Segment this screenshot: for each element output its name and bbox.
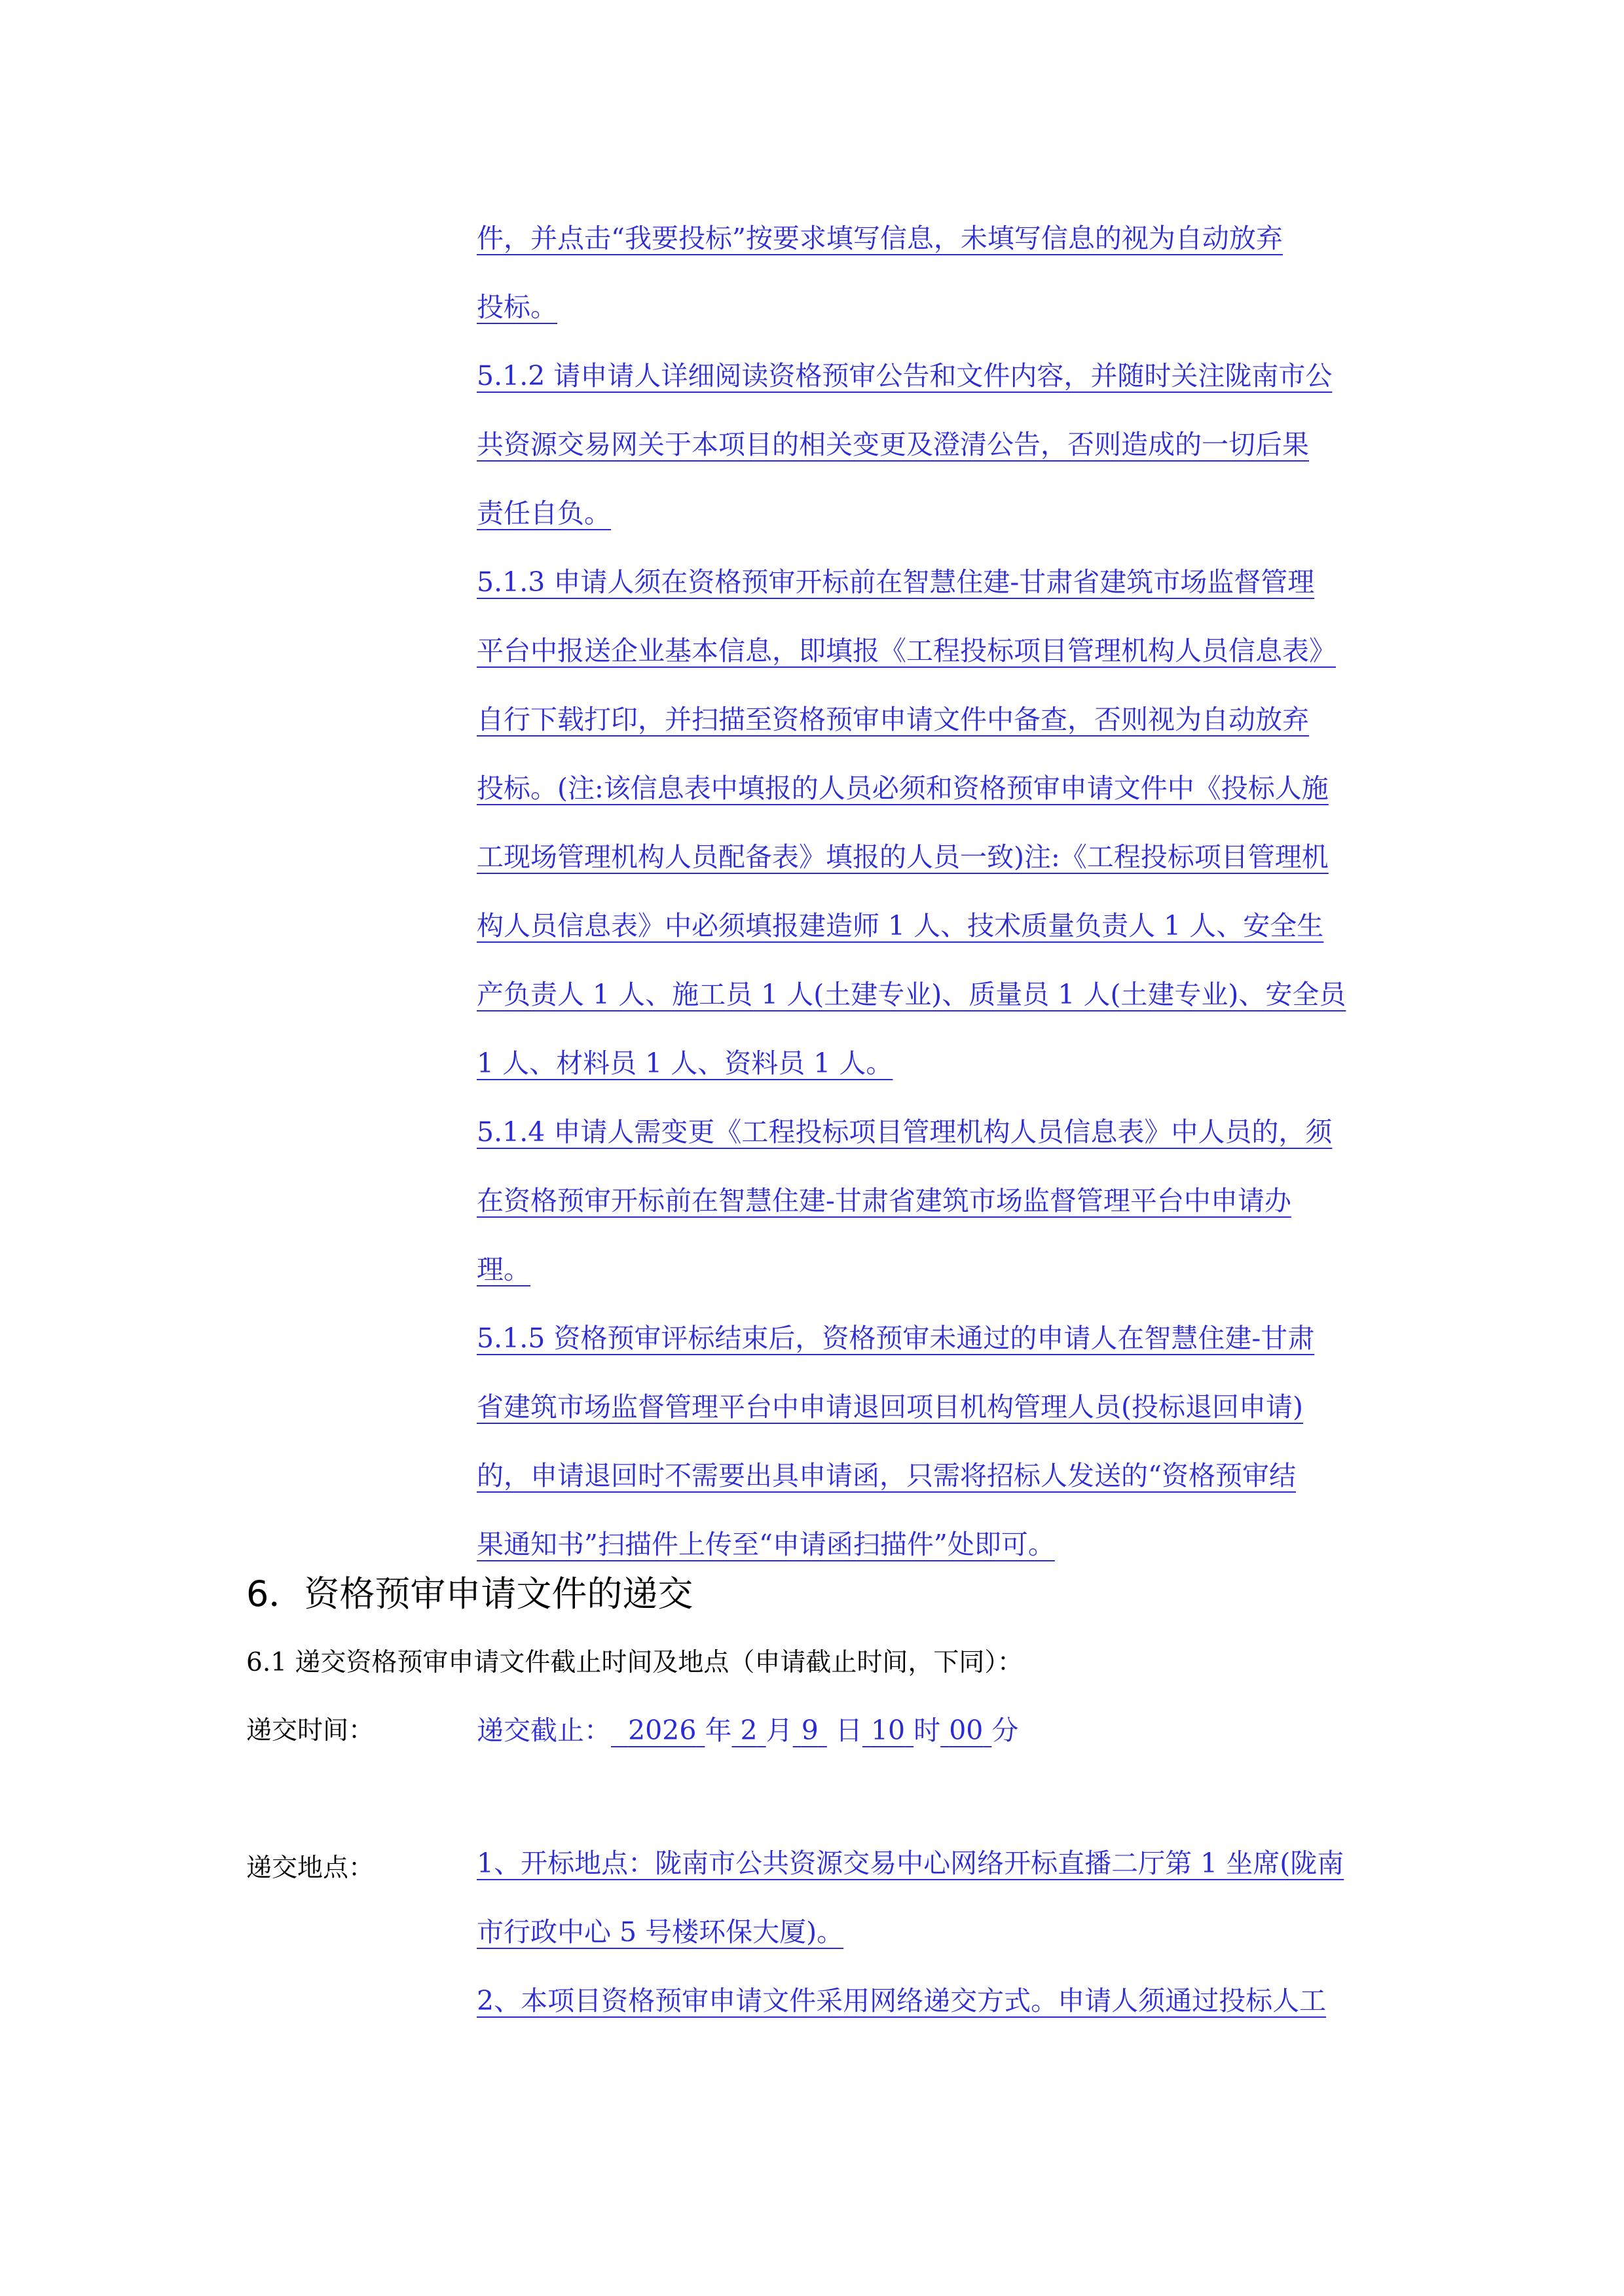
text-line: 的，申请退回时不需要出具申请函，只需将招标人发送的“资格预审结 xyxy=(477,1460,1296,1491)
submit-time-label: 递交时间： xyxy=(246,1716,375,1745)
text-line: 2、本项目资格预审申请文件采用网络递交方式。申请人须通过投标人工 xyxy=(477,1985,1327,2016)
text-line: 果通知书”扫描件上传至“申请函扫描件”处即可。 xyxy=(477,1529,1055,1560)
text-line: 1、开标地点：陇南市公共资源交易中心网络开标直播二厅第 1 坐席(陇南 xyxy=(477,1848,1344,1879)
text-line: 责任自负。 xyxy=(477,498,611,529)
text-line: 自行下载打印，并扫描至资格预审申请文件中备查，否则视为自动放弃 xyxy=(477,704,1309,735)
text-line: 理。 xyxy=(477,1254,530,1285)
text-line: 省建筑市场监督管理平台中申请退回项目机构管理人员(投标退回申请) xyxy=(477,1391,1303,1423)
section-6-heading: 6．资格预审申请文件的递交 xyxy=(246,1573,693,1614)
year-unit: 年 xyxy=(705,1715,732,1746)
submit-place-block xyxy=(477,1829,1387,2035)
text-line: 5.1.2 请申请人详细阅读资格预审公告和文件内容，并随时关注陇南市公 xyxy=(477,360,1333,392)
clause-6-1: 6.1 递交资格预审申请文件截止时间及地点（申请截止时间，下同）： xyxy=(246,1648,1023,1677)
month-unit: 月 xyxy=(766,1715,793,1746)
text-line: 投标。 xyxy=(477,291,557,323)
month-value: 2 xyxy=(740,1715,758,1746)
minute-value: 00 xyxy=(949,1715,984,1746)
text-line: 在资格预审开标前在智慧住建-甘肃省建筑市场监督管理平台中申请办 xyxy=(477,1185,1291,1216)
text-line: 5.1.5 资格预审评标结束后，资格预审未通过的申请人在智慧住建-甘肃 xyxy=(477,1322,1315,1354)
year-value: 2026 xyxy=(628,1715,697,1746)
clause-block-5-1 xyxy=(477,204,1387,1579)
day-value: 9 xyxy=(801,1715,819,1746)
submit-place-label: 递交地点： xyxy=(246,1853,375,1883)
text-line: 件，并点击“我要投标”按要求填写信息，未填写信息的视为自动放弃 xyxy=(477,223,1283,254)
text-line: 产负责人 1 人、施工员 1 人(土建专业)、质量员 1 人(土建专业)、安全员 xyxy=(477,979,1346,1010)
text-line: 平台中报送企业基本信息，即填报《工程投标项目管理机构人员信息表》 xyxy=(477,635,1336,666)
hour-unit: 时 xyxy=(913,1715,941,1746)
text-line: 共资源交易网关于本项目的相关变更及澄清公告，否则造成的一切后果 xyxy=(477,429,1309,460)
submit-time-value xyxy=(477,1709,1018,1747)
text-line: 1 人、材料员 1 人、资料员 1 人。 xyxy=(477,1048,893,1079)
text-line: 工现场管理机构人员配备表》填报的人员一致)注:《工程投标项目管理机 xyxy=(477,841,1329,873)
submit-time-prefix: 递交截止： xyxy=(477,1715,611,1746)
minute-unit: 分 xyxy=(991,1715,1019,1746)
day-unit: 日 xyxy=(835,1715,862,1746)
text-line: 构人员信息表》中必须填报建造师 1 人、技术质量负责人 1 人、安全生 xyxy=(477,910,1324,941)
text-line: 5.1.4 申请人需变更《工程投标项目管理机构人员信息表》中人员的，须 xyxy=(477,1116,1333,1148)
text-line: 投标。(注:该信息表中填报的人员必须和资格预审申请文件中《投标人施 xyxy=(477,773,1329,804)
text-line: 5.1.3 申请人须在资格预审开标前在智慧住建-甘肃省建筑市场监督管理 xyxy=(477,566,1315,598)
text-line: 市行政中心 5 号楼环保大厦)。 xyxy=(477,1916,844,1948)
hour-value: 10 xyxy=(870,1715,906,1746)
